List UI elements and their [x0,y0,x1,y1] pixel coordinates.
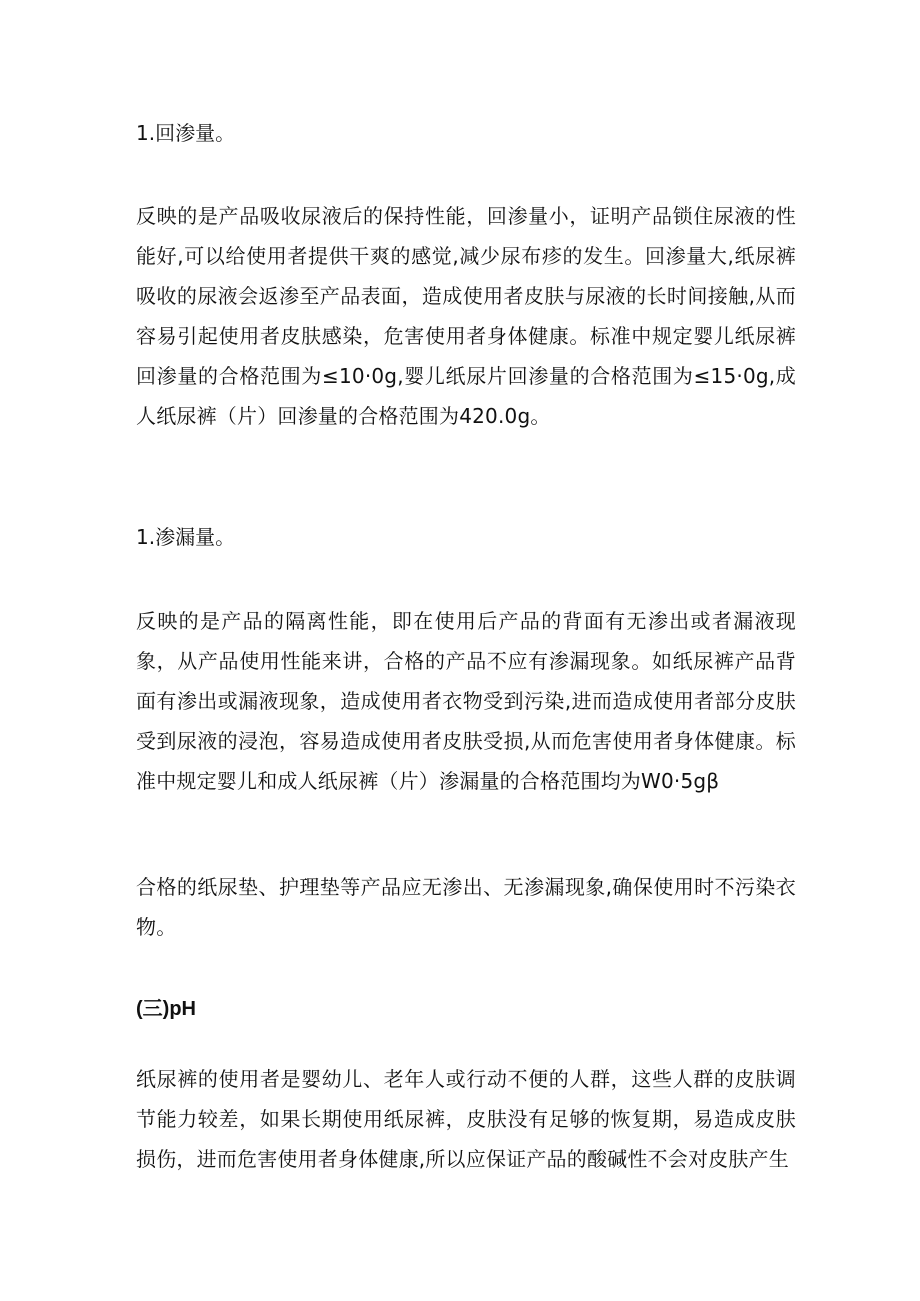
section-paragraph-leakage [136,601,796,801]
paragraph-text: 纸尿裤的使用者是婴幼儿、老年人或行动不便的人群，这些人群的皮肤调节能力较差，如果长期使用纸尿裤，皮肤没有足够的恢复期，易造成皮肤损伤，进而危害使用者身体健康,所以应保证产品的酸碱性不会对皮肤产生 [136,1067,796,1171]
section-paragraph-ph [136,1059,796,1179]
section-paragraph-pads [136,867,796,947]
section-heading-ph [136,994,796,1024]
section-heading-rewet [136,118,796,148]
heading-text: 1.回渗量。 [136,121,236,145]
paragraph-text: 反映的是产品吸收尿液后的保持性能，回渗量小，证明产品锁住尿液的性能好,可以给使用者提供干爽的感觉,减少尿布疹的发生。回渗量大,纸尿裤吸收的尿液会返渗至产品表面，造成使用者皮肤与尿液的长时间接触,从而容易引起使用者皮肤感染，危害使用者身体健康。标准中规定婴儿纸尿裤回渗量的合格范围为≤10·0g,婴儿纸尿片回渗量的合格范围为≤15·0g,成人纸尿裤（片）回渗量的合格范围为420.0g。 [136,204,796,428]
heading-text: 1.渗漏量。 [136,525,236,549]
section-heading-leakage [136,522,796,552]
section-paragraph-rewet [136,196,796,436]
paragraph-text: 反映的是产品的隔离性能，即在使用后产品的背面有无渗出或者漏液现象，从产品使用性能来讲，合格的产品不应有渗漏现象。如纸尿裤产品背面有渗出或漏液现象，造成使用者衣物受到污染,进而造成使用者部分皮肤受到尿液的浸泡，容易造成使用者皮肤受损,从而危害使用者身体健康。标准中规定婴儿和成人纸尿裤（片）渗漏量的合格范围均为W0·5gβ [136,609,796,793]
paragraph-text: 合格的纸尿垫、护理垫等产品应无渗出、无渗漏现象,确保使用时不污染衣物。 [136,875,796,939]
heading-text: (三)pH [136,998,196,1020]
